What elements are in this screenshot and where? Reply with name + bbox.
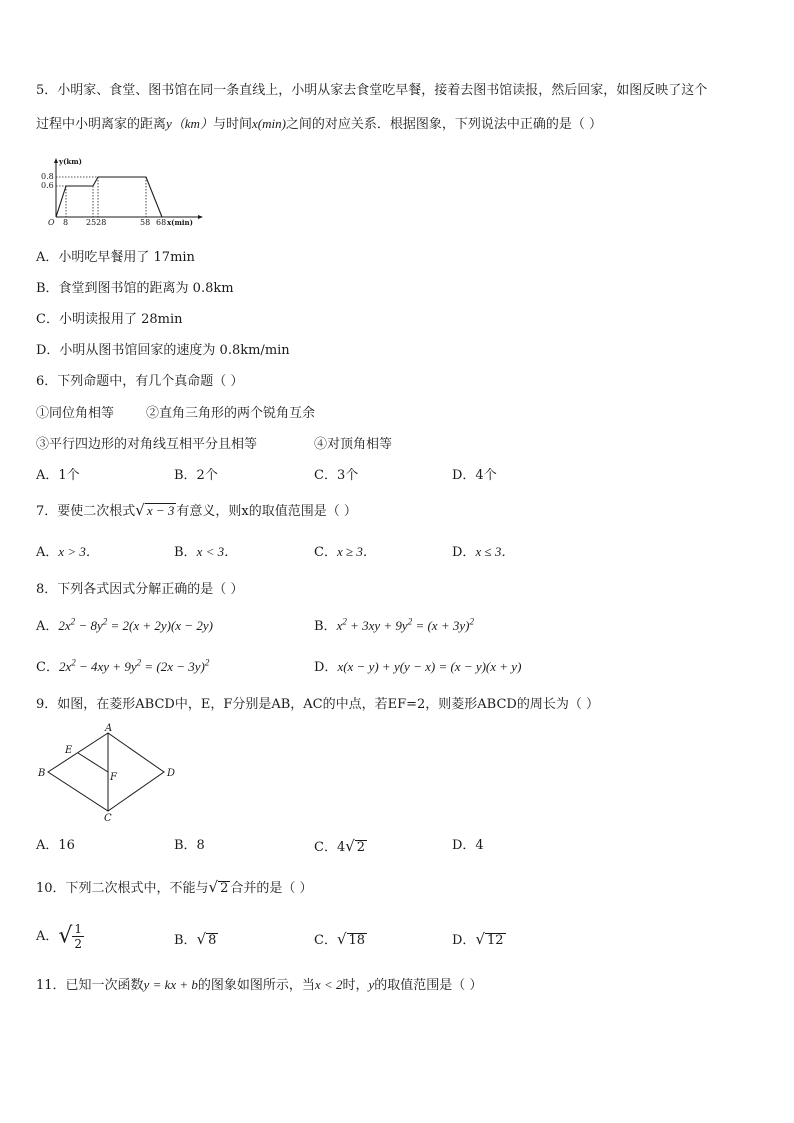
q8-stem: 8．下列各式因式分解正确的是（ ） [36,582,244,597]
x-tick-68: 68 [156,218,167,227]
q5-option-d[interactable]: D．小明从图书馆回家的速度为 0.8km/min [36,343,290,358]
q10-option-c[interactable]: C．√ 18 [314,930,366,948]
q6-proposition-1: ①同位角相等 [36,406,115,421]
x-tick-2528: 2528 [86,218,107,227]
label-f: F [110,772,117,783]
x-tick-8: 8 [63,218,69,227]
q9-rhombus-figure [36,723,186,823]
q10-option-d[interactable]: D．√ 12 [452,930,504,948]
q6-proposition-2: ②直角三角形的两个锐角互余 [146,406,316,421]
q6-option-a[interactable]: A．1个 [36,468,80,483]
q5-option-b[interactable]: B．食堂到图书馆的距离为 0.8km [36,281,234,296]
segment-ef [78,753,108,772]
y-tick-0.6: 0.6 [41,181,54,190]
x-tick-58: 58 [140,218,151,227]
q10-stem: 10．下列二次根式中，不能与√ 2 合并的是（ ） [36,878,313,896]
q8-option-b[interactable]: B．$x^2 + 3xy + 9y^2 = (x + 3y)^2$ [314,616,474,634]
q8-option-a[interactable]: A．$2x^2 - 8y^2 = 2(x + 2y)(x - 2y)$ [36,616,213,634]
q5-option-c[interactable]: C．小明读报用了 28min [36,312,183,327]
q6-proposition-3: ③平行四边形的对角线互相平分且相等 [36,437,258,452]
q7-option-c[interactable]: C．x ≥ 3． [314,544,376,560]
q10-option-b[interactable]: B．√ 8 [174,930,217,948]
q9-option-d[interactable]: D．4 [452,838,484,853]
label-e: E [65,745,73,756]
y-axis-label: y(km) [59,157,82,166]
q6-stem: 6．下列命题中，有几个真命题（ ） [36,374,244,389]
q7-radicand: x − 3 [146,503,175,518]
y-axis-arrow [54,158,58,163]
q8-option-d[interactable]: D．x(x − y) + y(y − x) = (x − y)(x + y) [314,659,522,675]
label-b: B [38,768,46,779]
q9-option-c[interactable]: C．4√ 2 [314,837,366,855]
q9-option-b[interactable]: B．8 [174,838,205,853]
q6-option-c[interactable]: C．3个 [314,468,359,483]
q6-option-d[interactable]: D．4个 [452,468,497,483]
q11-stem: 11．已知一次函数y = kx + b的图象如图所示，当x < 2时，y的取值范围是（ ） [36,977,483,993]
q9-option-a[interactable]: A．16 [36,838,75,853]
q5-distance-time-graph [36,155,206,227]
q6-proposition-4: ④对顶角相等 [314,437,393,452]
label-a: A [105,723,113,734]
q5-stem-line2: 过程中小明离家的距离y（km）与时间x(min)之间的对应关系．根据图象，下列说法中正确的是（ ） [36,116,603,132]
q7-option-d[interactable]: D．x ≤ 3． [452,544,515,560]
origin-label: O [48,218,55,227]
q8-option-c[interactable]: C．$2x^2 - 4xy + 9y^2 = (2x - 3y)^2$ [36,657,210,675]
q10-option-a[interactable]: A．√ $\frac{1}{2}$ [36,922,83,951]
q5-stem-line1: 5．小明家、食堂、图书馆在同一条直线上，小明从家去食堂吃早餐，接着去图书馆读报，然后回家，如图反映了这个 [36,83,708,98]
x-axis-label: x(min) [167,218,193,227]
q5-option-a[interactable]: A．小明吃早餐用了 17min [36,250,195,265]
q7-option-a[interactable]: A．x > 3． [36,544,99,560]
q9-stem: 9．如图，在菱形ABCD中，E，F分别是AB，AC的中点，若EF=2，则菱形ABCD的周长为（ ） [36,697,599,712]
q7-option-b[interactable]: B．x < 3． [174,544,238,560]
x-axis-arrow [198,215,203,219]
q7-stem: 7．要使二次根式√ x − 3 有意义，则x的取值范围是（ ） [36,501,357,519]
q6-option-b[interactable]: B．2个 [174,468,218,483]
y-tick-0.8: 0.8 [41,172,54,181]
label-c: C [104,813,112,823]
label-d: D [167,768,176,779]
